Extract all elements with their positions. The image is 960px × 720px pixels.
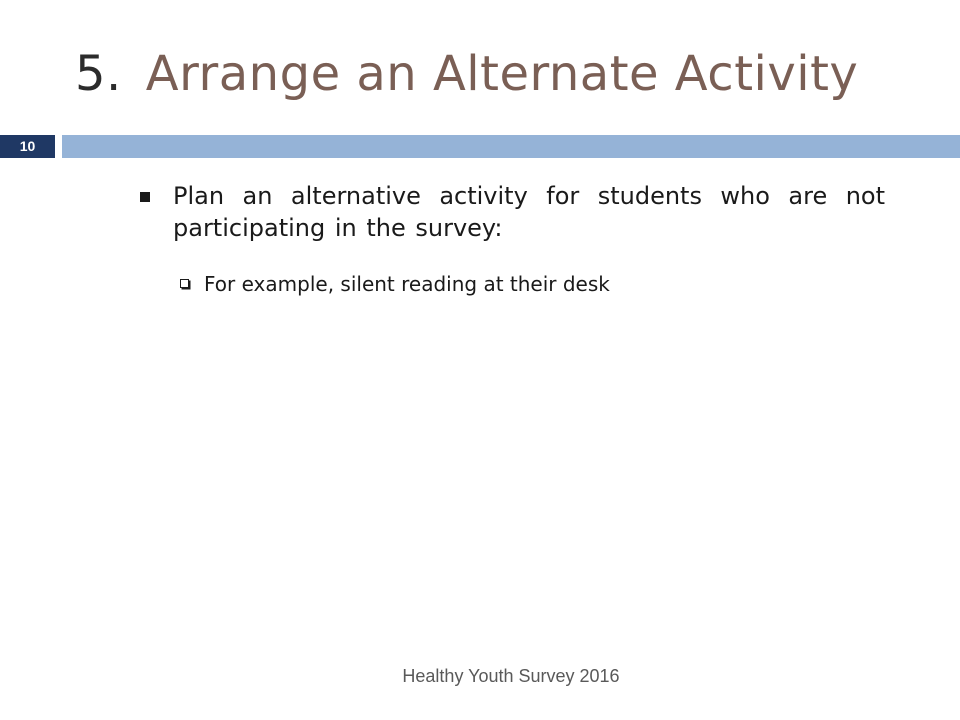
header-accent-bar bbox=[62, 135, 960, 158]
bullet-item bbox=[140, 180, 885, 244]
slide-footer: Healthy Youth Survey 2016 bbox=[402, 666, 620, 686]
sub-bullet-item bbox=[180, 270, 880, 298]
filled-square-bullet-icon bbox=[140, 192, 150, 202]
title-text: Arrange an Alternate Activity bbox=[145, 46, 859, 102]
slide-title bbox=[75, 38, 858, 110]
bullet-text: Plan an alternative activity for students who are not participating in the survey: bbox=[173, 182, 885, 242]
sub-bullet-text: For example, silent reading at their desk bbox=[204, 272, 610, 296]
title-number: 5. bbox=[75, 46, 122, 102]
slide-number-badge: 10 bbox=[0, 135, 55, 158]
hollow-square-bullet-icon bbox=[180, 279, 189, 288]
